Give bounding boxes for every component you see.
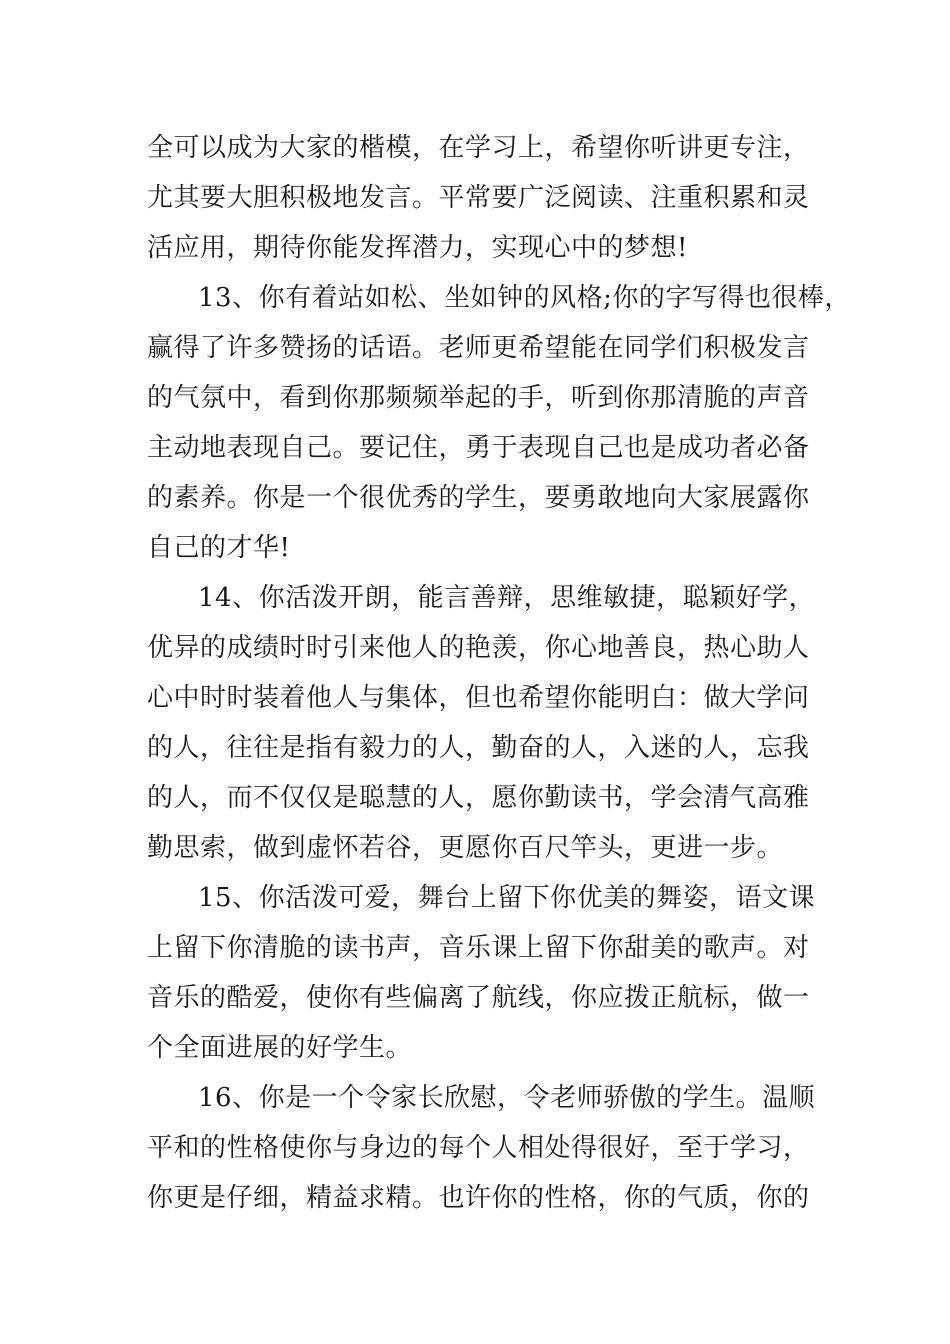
text-line: 个全面进展的好学生。 xyxy=(147,1033,413,1063)
text-line: 的人，往往是指有毅力的人，勤奋的人，入迷的人，忘我 xyxy=(147,733,810,763)
text-line: 的素养。你是一个很优秀的学生，要勇敢地向大家展露你 xyxy=(147,483,810,513)
paragraph-first-line: 13、你有着站如松、坐如钟的风格;你的字写得也很棒， xyxy=(198,283,851,313)
text-line: 活应用，期待你能发挥潜力，实现心中的梦想! xyxy=(147,233,688,263)
text-line: 优异的成绩时时引来他人的艳羡，你心地善良，热心助人 xyxy=(147,633,810,663)
paragraph-first-line: 15、你活泼可爱，舞台上留下你优美的舞姿，语文课 xyxy=(198,883,816,913)
text-line: 心中时时装着他人与集体，但也希望你能明白：做大学问 xyxy=(147,683,810,713)
text-line: 上留下你清脆的读书声，音乐课上留下你甜美的歌声。对 xyxy=(147,933,810,963)
text-line: 主动地表现自己。要记住，勇于表现自己也是成功者必备 xyxy=(147,433,810,463)
text-line: 赢得了许多赞扬的话语。老师更希望能在同学们积极发言 xyxy=(147,333,810,363)
text-line: 尤其要大胆积极地发言。平常要广泛阅读、注重积累和灵 xyxy=(147,183,810,213)
paragraph-first-line: 14、你活泼开朗，能言善辩，思维敏捷，聪颖好学， xyxy=(198,583,816,613)
paragraph-first-line: 16、你是一个令家长欣慰，令老师骄傲的学生。温顺 xyxy=(198,1083,816,1113)
text-line: 的气氛中，看到你那频频举起的手，听到你那清脆的声音 xyxy=(147,383,810,413)
text-line: 全可以成为大家的楷模，在学习上，希望你听讲更专注， xyxy=(147,133,810,163)
text-line: 自己的才华! xyxy=(147,533,291,563)
text-line: 你更是仔细，精益求精。也许你的性格，你的气质，你的 xyxy=(147,1183,810,1213)
text-line: 平和的性格使你与身边的每个人相处得很好，至于学习， xyxy=(147,1133,810,1163)
text-line: 音乐的酷爱，使你有些偏离了航线，你应拨正航标，做一 xyxy=(147,983,810,1013)
text-line: 的人，而不仅仅是聪慧的人，愿你勤读书，学会清气高雅 xyxy=(147,783,810,813)
text-line: 勤思索，做到虚怀若谷，更愿你百尺竿头，更进一步。 xyxy=(147,833,784,863)
